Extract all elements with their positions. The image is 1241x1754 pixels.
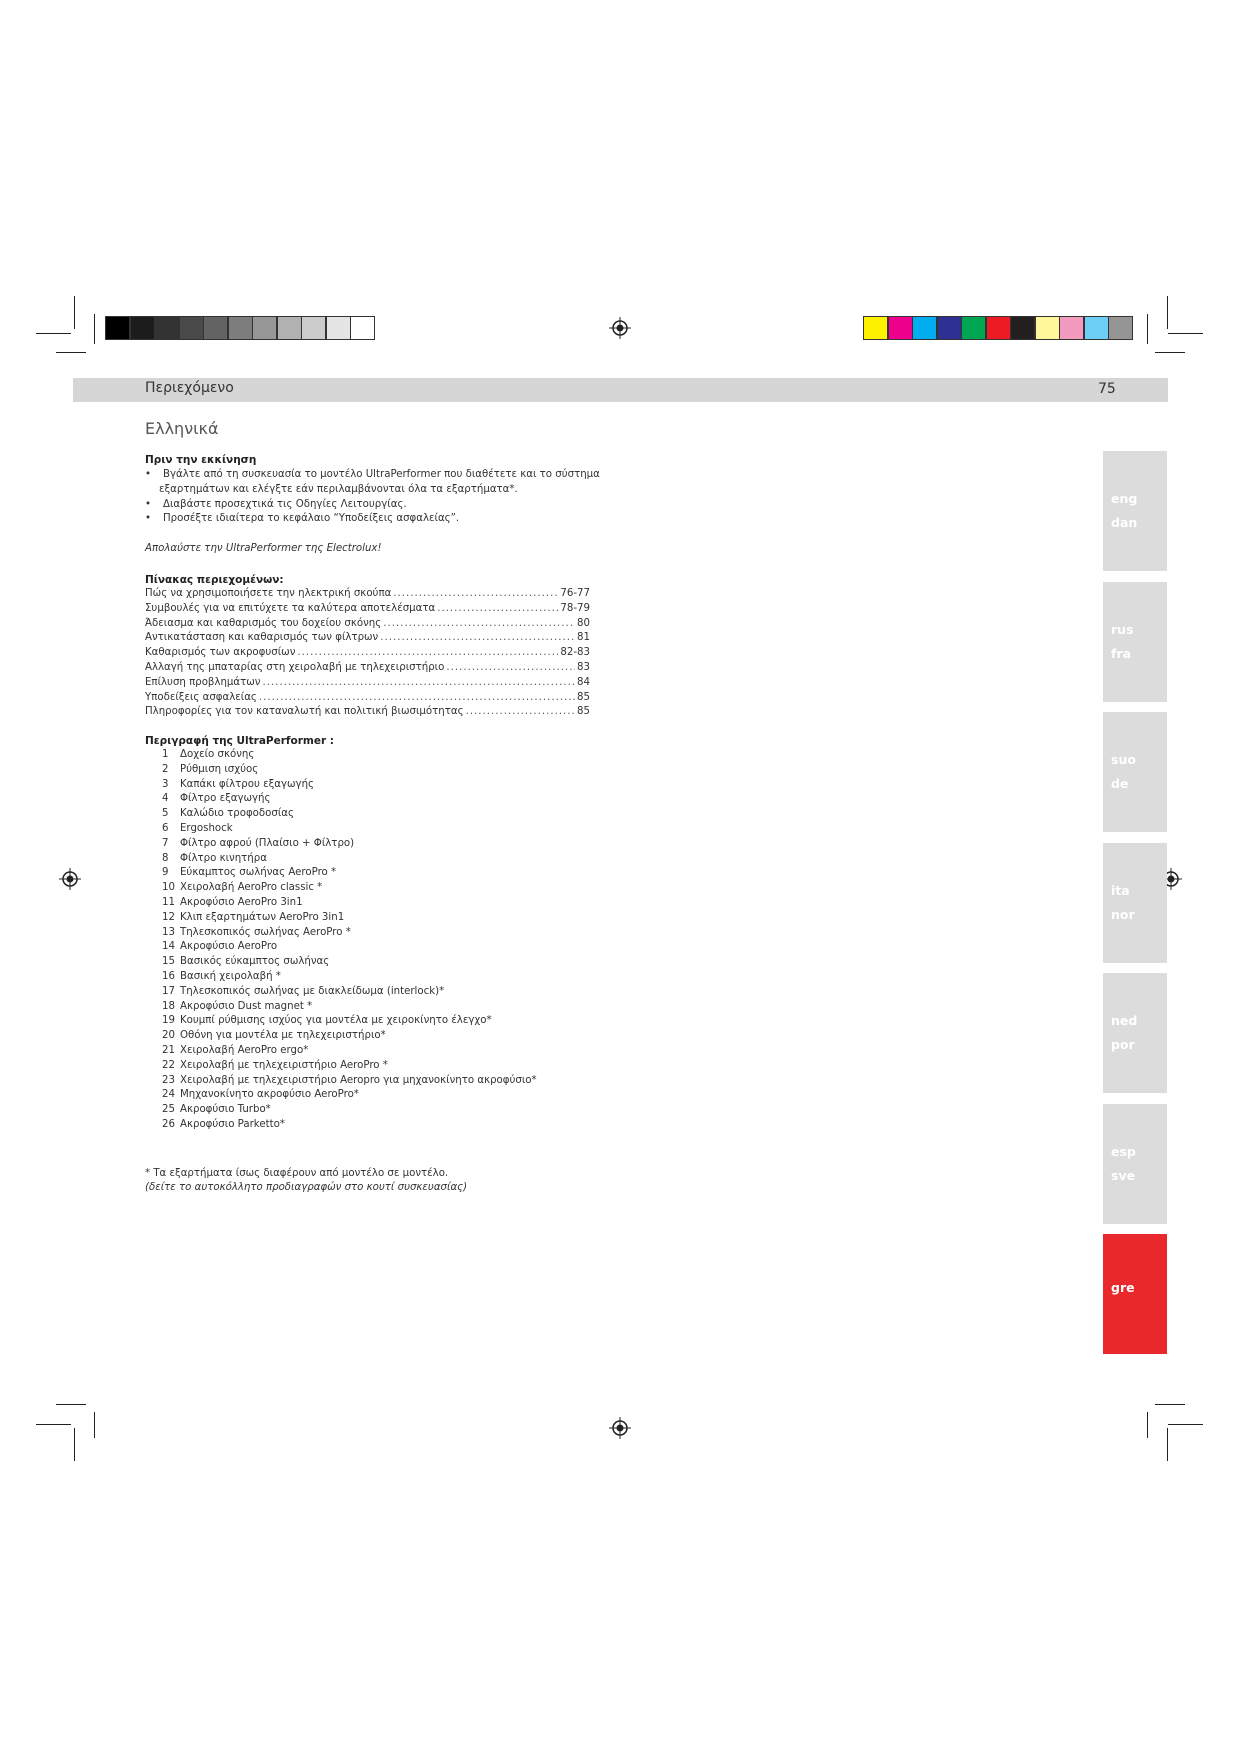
enjoy-text: Απολαύστε την UltraPerformer της Electrolux! [145,543,382,555]
language-tab-label: esp [1111,1143,1136,1159]
color-swatch [1059,316,1084,340]
part-number: 21 [162,1044,175,1056]
part-number: 8 [162,852,169,864]
language-tab-label: rus [1111,621,1134,637]
bullet-item [145,468,645,498]
page-number: 75 [1098,381,1116,397]
language-tab[interactable] [1103,843,1167,963]
language-heading: Ελληνικά [145,419,219,438]
part-item [162,896,537,911]
toc-entry-page: 85 [577,691,590,703]
language-tab-label: fra [1111,645,1132,661]
part-label: Ακροφύσιο Turbo* [180,1104,271,1116]
part-number: 17 [162,985,175,997]
bullet-text: Βγάλτε από τη συσκευασία το μοντέλο UltraPerformer που διαθέτετε και το σύστημα [163,469,600,480]
bullet-text: Διαβάστε προσεχτικά τις Οδηγίες Λειτουργίας. [163,498,407,510]
part-label: Τηλεσκοπικός σωλήνας με διακλείδωμα (interlock)* [180,985,445,997]
color-swatch [937,316,962,340]
bullet-text: εξαρτημάτων και ελέγξτε εάν περιλαμβάνονται όλα τα εξαρτήματα*. [159,483,518,495]
part-label: Οθόνη για μοντέλα με τηλεχειριστήριο* [180,1030,386,1042]
part-item [162,1029,537,1044]
toc-entry-label: Αντικατάσταση και καθαρισμός των φίλτρων [145,632,379,644]
part-label: Ρύθμιση ισχύος [180,763,259,775]
parts-list [145,748,537,1133]
part-number: 18 [162,1000,175,1012]
grayscale-swatch [252,316,277,340]
color-swatch [1084,316,1109,340]
toc-heading: Πίνακας περιεχομένων: [145,574,284,586]
language-tab-label: eng [1111,491,1138,506]
part-item [162,1044,537,1059]
language-tab[interactable] [1103,712,1167,832]
part-label: Ακροφύσιο Dust magnet * [180,1000,313,1012]
part-number: 1 [162,749,169,760]
toc-entry-page: 81 [577,632,590,644]
toc-row [145,587,590,602]
toc-leader-dots [466,705,575,720]
toc-entry-label: Πώς να χρησιμοποιήσετε την ηλεκτρική σκούπα [145,588,392,599]
toc-row [145,691,590,706]
footnote-line1: * Τα εξαρτήματα ίσως διαφέρουν από μοντέλο σε μοντέλο. [145,1168,449,1179]
part-number: 15 [162,956,175,968]
toc-leader-dots [446,661,575,676]
header-bar [73,378,1168,402]
toc-entry-page: 84 [577,676,590,688]
part-number: 3 [162,778,169,790]
bullet-icon: • [145,513,152,525]
language-tab-label: suo [1111,752,1136,767]
toc-entry-label: Επίλυση προβλημάτων [145,676,261,688]
toc-leader-dots [297,646,558,661]
registration-mark-bottom [609,1417,631,1439]
toc-row [145,705,590,720]
part-item [162,911,537,926]
description-heading: Περιγραφή της UltraPerformer : [145,735,334,747]
toc-leader-dots [262,676,575,691]
language-tab-label: ned [1111,1013,1138,1028]
part-label: Χειρολαβή AeroPro ergo* [180,1044,309,1056]
toc-leader-dots [393,587,558,602]
language-tab-label: gre [1111,1280,1135,1295]
language-tab-label: dan [1111,515,1138,530]
part-label: Κουμπί ρύθμισης ισχύος για μοντέλα με χειροκίνητο έλεγχο* [180,1015,492,1027]
description-section [145,735,537,1133]
before-start-heading: Πριν την εκκίνηση [145,454,257,466]
grayscale-swatch [179,316,204,340]
color-swatch [1010,316,1035,340]
language-tab[interactable] [1103,1234,1167,1354]
part-number: 2 [162,763,169,775]
part-item [162,881,537,896]
part-number: 24 [162,1089,175,1101]
toc-entry-label: Καθαρισμός των ακροφυσίων [145,647,296,659]
part-number: 4 [162,793,169,805]
part-number: 20 [162,1030,175,1042]
part-item [162,763,537,778]
part-label: Χειρολαβή με τηλεχειριστήριο AeroPro * [180,1059,388,1071]
toc-entry-page: 80 [577,617,590,629]
grayscale-swatch [105,316,130,340]
part-number: 25 [162,1104,175,1116]
grayscale-swatch [277,316,302,340]
part-item [162,1103,537,1118]
part-number: 13 [162,926,175,938]
color-swatch [961,316,986,340]
part-number: 22 [162,1059,175,1071]
part-label: Χειρολαβή με τηλεχειριστήριο Aeropro για μηχανοκίνητο ακροφύσιο* [180,1074,537,1086]
part-item [162,852,537,867]
language-tab-label: por [1111,1037,1135,1052]
part-number: 6 [162,822,169,834]
part-label: Φίλτρο αφρού (Πλαίσιο + Φίλτρο) [180,837,355,849]
footnote-line2: (δείτε το αυτοκόλλητο προδιαγραφών στο κουτί συσκευασίας) [145,1181,468,1193]
part-number: 16 [162,970,175,982]
part-number: 26 [162,1118,175,1130]
part-label: Ακροφύσιο AeroPro [180,941,278,953]
color-swatch [888,316,913,340]
page-title: Περιεχόμενο [145,380,234,396]
grayscale-swatch [350,316,375,340]
part-number: 19 [162,1015,175,1027]
part-item [162,1014,537,1029]
toc-row [145,602,590,617]
part-label: Ergoshock [180,822,233,834]
part-item [162,866,537,881]
toc-section [145,574,590,720]
part-label: Κλιπ εξαρτημάτων AeroPro 3in1 [180,911,345,923]
bullet-item [145,498,645,513]
bullet-item [145,512,645,527]
part-label: Δοχείο σκόνης [180,749,255,760]
part-number: 14 [162,941,175,953]
part-label: Ακροφύσιο Parketto* [180,1118,285,1130]
part-item [162,955,537,970]
part-item [162,792,537,807]
grayscale-swatch [203,316,228,340]
toc-leader-dots [383,617,575,632]
toc-entry-label: Υποδείξεις ασφαλείας [145,691,257,703]
language-tab-label: de [1111,776,1129,791]
toc-row [145,676,590,691]
part-label: Βασικός εύκαμπτος σωλήνας [180,956,330,968]
part-item [162,1059,537,1074]
grayscale-swatch [130,316,155,340]
footnote [145,1167,467,1196]
part-number: 12 [162,911,175,923]
toc-leader-dots [437,602,558,617]
language-tab[interactable] [1103,582,1167,702]
toc-entry-page: 82-83 [560,647,590,659]
part-item [162,940,537,955]
language-tab-label: ita [1111,882,1130,898]
language-tab-label: sve [1111,1167,1136,1183]
part-item [162,748,537,763]
part-label: Φίλτρο κινητήρα [180,852,267,864]
toc-leader-dots [259,691,575,706]
part-item [162,837,537,852]
toc-entry-page: 85 [577,706,590,718]
toc-row [145,631,590,646]
registration-mark-top [609,317,631,339]
grayscale-swatch [301,316,326,340]
part-item [162,1118,537,1133]
color-swatch [1108,316,1133,340]
part-number: 5 [162,808,169,820]
part-number: 11 [162,896,175,908]
part-item [162,778,537,793]
toc-list [145,587,590,720]
part-item [162,807,537,822]
part-label: Χειρολαβή AeroPro classic * [180,882,323,894]
part-label: Καλώδιο τροφοδοσίας [180,808,294,820]
toc-entry-page: 76-77 [560,588,590,599]
part-item [162,970,537,985]
toc-entry-label: Αλλαγή της μπαταρίας στη χειρολαβή με τηλεχειριστήριο [145,661,445,673]
grayscale-swatch [228,316,253,340]
toc-leader-dots [380,631,575,646]
toc-entry-label: Πληροφορίες για τον καταναλωτή και πολιτική βιωσιμότητας [145,706,464,718]
part-item [162,822,537,837]
bullet-text: Προσέξτε ιδιαίτερα το κεφάλαιο “Υποδείξεις ασφαλείας”. [163,513,460,525]
part-number: 7 [162,837,169,849]
color-swatch [912,316,937,340]
language-tab[interactable] [1103,1104,1167,1224]
language-tab[interactable] [1103,973,1167,1093]
part-label: Τηλεσκοπικός σωλήνας AeroPro * [180,926,351,938]
toc-entry-page: 78-79 [560,602,590,614]
part-item [162,985,537,1000]
bullet-icon: • [145,498,152,510]
part-item [162,1088,537,1103]
before-start-bullets [145,468,645,527]
bullet-icon: • [145,469,152,480]
registration-mark-left [59,868,81,890]
grayscale-swatch [154,316,179,340]
language-tab[interactable] [1103,451,1167,571]
color-swatch [863,316,888,340]
part-label: Καπάκι φίλτρου εξαγωγής [180,778,315,790]
color-swatch [986,316,1011,340]
part-item [162,1074,537,1089]
part-label: Μηχανοκίνητο ακροφύσιο AeroPro* [180,1089,359,1101]
part-number: 9 [162,867,169,879]
toc-entry-page: 83 [577,661,590,673]
before-start-section [145,454,645,557]
part-item [162,1000,537,1015]
toc-entry-label: Συμβουλές για να επιτύχετε τα καλύτερα αποτελέσματα [145,602,436,614]
toc-row [145,617,590,632]
part-label: Φίλτρο εξαγωγής [180,793,271,805]
language-tab-label: nor [1111,906,1135,922]
part-label: Ακροφύσιο AeroPro 3in1 [180,896,303,908]
part-label: Εύκαμπτος σωλήνας AeroPro * [180,867,337,879]
part-label: Βασική χειρολαβή * [180,970,281,982]
toc-row [145,661,590,676]
part-number: 23 [162,1074,175,1086]
grayscale-swatch [326,316,351,340]
toc-entry-label: Άδειασμα και καθαρισμός του δοχείου σκόνης [145,617,382,629]
part-item [162,926,537,941]
part-number: 10 [162,882,175,894]
color-swatch [1035,316,1060,340]
toc-row [145,646,590,661]
